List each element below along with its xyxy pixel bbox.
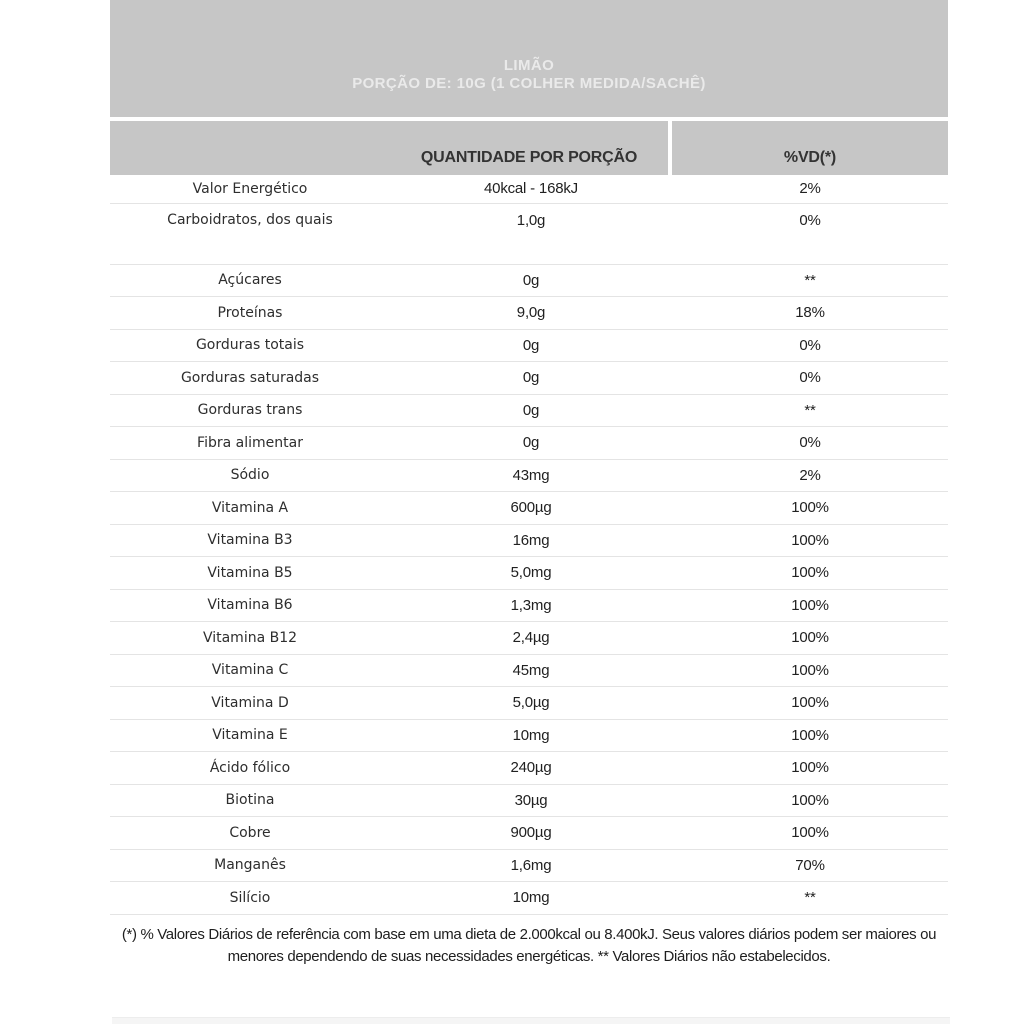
nutrient-daily-value: 100% (791, 531, 829, 549)
nutrition-label (110, 0, 948, 968)
nutrient-quantity: 0g (522, 271, 540, 289)
nutrient-quantity: 240µg (510, 759, 552, 777)
nutrient-daily-value: 100% (791, 596, 829, 614)
footnote-line-1: (*) % Valores Diários de referência com base em uma dieta de 2.000kcal ou 8.400kJ. Seus valores diários podem ser maiores ou (121, 925, 937, 943)
nutrient-daily-value: 70% (795, 856, 825, 874)
nutrient-daily-value: 0% (799, 369, 821, 387)
nutrient-daily-value: 2% (799, 466, 821, 484)
nutrient-daily-value: 2% (799, 180, 821, 198)
nutrient-quantity: 2,4µg (512, 629, 550, 647)
nutrient-quantity: 0g (522, 336, 540, 354)
nutrient-name: Ácido fólico (209, 759, 291, 776)
table-row (110, 492, 948, 525)
nutrient-name: Vitamina B3 (207, 532, 293, 549)
table-row (110, 427, 948, 460)
nutrient-quantity: 30µg (514, 791, 548, 809)
nutrient-quantity: 10mg (512, 889, 550, 907)
table-row (110, 622, 948, 655)
nutrient-quantity: 0g (522, 401, 540, 419)
nutrient-name: Gorduras totais (195, 337, 305, 354)
column-header-quantity: QUANTIDADE POR PORÇÃO (420, 149, 638, 166)
table-row (110, 720, 948, 753)
nutrient-name: Açúcares (218, 272, 282, 289)
nutrient-name: Biotina (225, 792, 275, 809)
label-title-band (110, 0, 948, 117)
nutrient-name: Valor Energético (192, 180, 308, 197)
nutrient-quantity: 9,0g (516, 304, 546, 322)
nutrient-quantity: 1,6mg (510, 856, 552, 874)
nutrient-daily-value: 100% (791, 661, 829, 679)
table-row (110, 265, 948, 298)
nutrient-daily-value: ** (804, 271, 816, 289)
nutrient-name: Carboidratos, dos quais (167, 211, 333, 228)
footnote (110, 924, 948, 968)
nutrient-name: Proteínas (217, 304, 283, 321)
nutrient-daily-value: 0% (799, 336, 821, 354)
nutrient-name: Sódio (230, 467, 270, 484)
table-row (110, 752, 948, 785)
nutrient-quantity: 0g (522, 434, 540, 452)
nutrient-daily-value: ** (804, 401, 816, 419)
table-row (110, 687, 948, 720)
table-row (110, 590, 948, 623)
nutrient-daily-value: 100% (791, 759, 829, 777)
flavor-title: LIMÃO (503, 57, 555, 74)
nutrient-quantity: 600µg (510, 499, 552, 517)
column-header-right-cell (672, 121, 948, 175)
nutrient-name: Vitamina E (212, 727, 288, 744)
table-row (110, 525, 948, 558)
nutrient-quantity: 0g (522, 369, 540, 387)
table-row (110, 297, 948, 330)
table-row (110, 175, 948, 204)
nutrient-daily-value: 100% (791, 726, 829, 744)
nutrient-name: Silício (229, 889, 271, 906)
nutrient-daily-value: 0% (799, 434, 821, 452)
footnote-line-2: menores dependendo de suas necessidades energéticas. ** Valores Diários não estabelecidos. (227, 947, 831, 965)
table-row (110, 460, 948, 493)
nutrient-daily-value: 100% (791, 791, 829, 809)
table-row (110, 557, 948, 590)
table-row (110, 204, 948, 265)
nutrient-quantity: 5,0mg (510, 564, 552, 582)
table-row (110, 655, 948, 688)
nutrient-daily-value: 100% (791, 629, 829, 647)
table-row (110, 817, 948, 850)
nutrient-name: Vitamina B5 (207, 564, 293, 581)
nutrient-quantity: 5,0µg (512, 694, 550, 712)
table-row (110, 850, 948, 883)
nutrient-daily-value: ** (804, 889, 816, 907)
nutrient-name: Vitamina C (211, 662, 289, 679)
nutrient-quantity: 10mg (512, 726, 550, 744)
column-header-left-cell (110, 121, 668, 175)
table-row (110, 362, 948, 395)
nutrient-daily-value: 100% (791, 694, 829, 712)
nutrient-name: Gorduras saturadas (180, 369, 320, 386)
nutrient-name: Fibra alimentar (197, 434, 303, 451)
nutrient-daily-value: 18% (795, 304, 825, 322)
nutrient-quantity: 16mg (512, 531, 550, 549)
nutrient-daily-value: 0% (799, 211, 821, 229)
nutrient-quantity: 1,0g (516, 211, 546, 229)
serving-size: PORÇÃO DE: 10G (1 COLHER MEDIDA/SACHÊ) (352, 75, 706, 92)
nutrient-name: Vitamina B6 (207, 597, 293, 614)
nutrition-table (110, 175, 948, 915)
column-header-vd: %VD(*) (783, 149, 837, 166)
nutrient-quantity: 43mg (512, 466, 550, 484)
nutrient-daily-value: 100% (791, 499, 829, 517)
nutrient-name: Vitamina B12 (202, 629, 298, 646)
column-header-band (110, 121, 948, 175)
nutrient-name: Cobre (229, 824, 271, 841)
nutrient-daily-value: 100% (791, 564, 829, 582)
table-row (110, 330, 948, 363)
nutrient-quantity: 40kcal - 168kJ (484, 180, 578, 198)
nutrient-name: Vitamina D (211, 694, 289, 711)
table-row (110, 785, 948, 818)
nutrient-name: Manganês (214, 857, 286, 874)
nutrient-daily-value: 100% (791, 824, 829, 842)
table-row (110, 395, 948, 428)
nutrient-name: Gorduras trans (197, 402, 303, 419)
nutrient-name: Vitamina A (211, 499, 289, 516)
nutrient-quantity: 45mg (512, 661, 550, 679)
table-row (110, 882, 948, 915)
nutrient-quantity: 1,3mg (510, 596, 552, 614)
nutrient-quantity: 900µg (510, 824, 552, 842)
bottom-strip (112, 1017, 950, 1024)
